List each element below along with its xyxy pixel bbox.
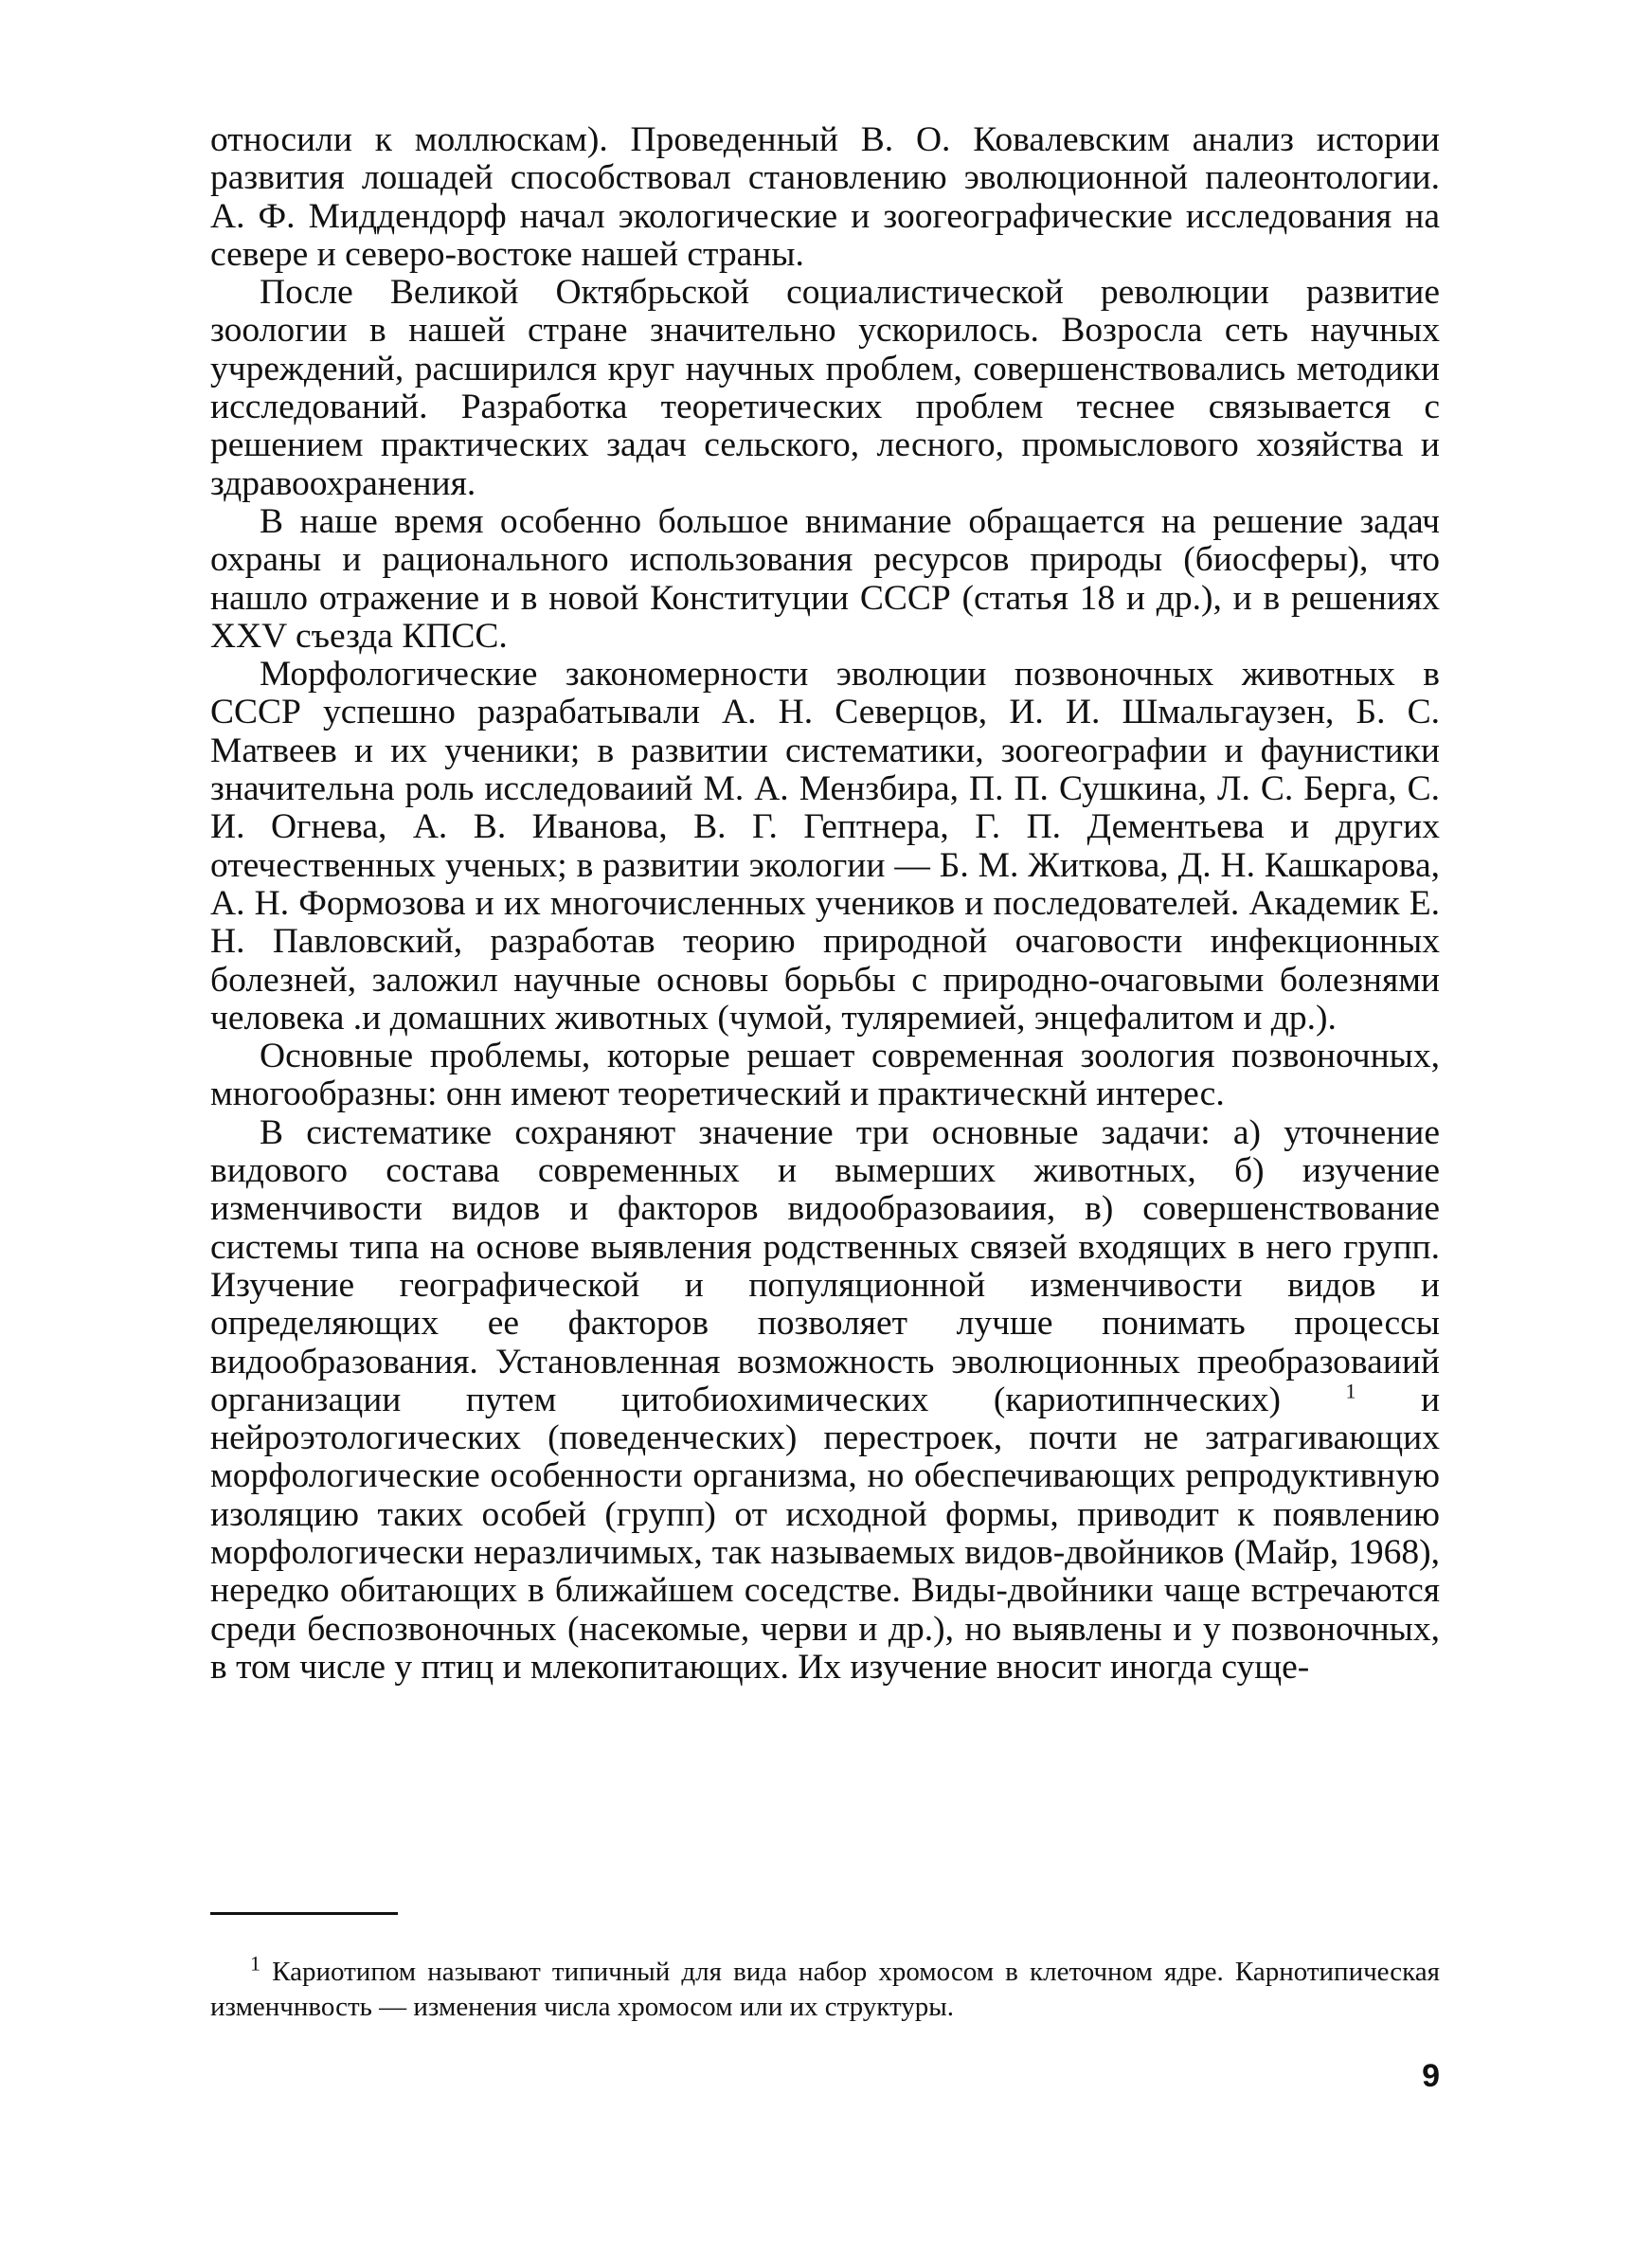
footnote-text: Кариотипом называют типичный для вида набор хромосом в клеточном ядре. Карнотипическая изменчнвость — изменения числа хромосом или их структуры. — [210, 1957, 1441, 2022]
paragraph-1: относили к моллюскам). Проведенный В. О. Ковалевским анализ истории развития лошадей способствовал становлению эволюционной палеонтологии. А. Ф. Миддендорф начал экологические и зоогеографические исследования на севере и северо-востоке нашей страны. — [210, 120, 1440, 274]
footnote — [210, 1951, 1441, 2025]
paragraph-6 — [210, 1114, 1440, 1687]
paragraph-5: Основные проблемы, которые решает современная зоология позвоночных, многообразны: онн имеют теоретический и практическнй интерес. — [210, 1037, 1440, 1114]
body-text — [210, 121, 1440, 1687]
paragraph-3: В наше время особенно большое внимание обращается на решение задач охраны и рационального использования ресурсов природы (биосферы), что нашло отражение и в новой Конституции СССР (статья 18 и др.), и в решениях XXV съезда КПСС. — [210, 501, 1440, 656]
paragraph-4: Морфологические закономерности эволюции позвоночных животных в СССР успешно разрабатывали А. Н. Северцов, И. И. Шмальгаузен, Б. С. Матвеев и их ученики; в развитии систематики, зоогеографии и фаунистики значительна роль исследоваиий М. А. Мензбира, П. П. Сушкина, Л. С. Берга, С. И. Огнева, А. В. Иванова, В. Г. Гептнера, Г. П. Дементьева и других отечественных ученых; в развитии экологии — Б. М. Житкова, Д. Н. Кашкарова, А. Н. Формозова и их многочисленных учеников и последователей. Академик Е. Н. Павловский, разработав теорию природной очаговости инфекционных болезней, заложил научные основы борьбы с природно-очаговыми болезнями человека .и домашних животных (чумой, туляремией, энцефалитом и др.). — [210, 655, 1440, 1038]
paragraph-2: После Великой Октябрьской социалистической революции развитие зоологии в нашей стране значительно ускорилось. Возросла сеть научных учреждений, расширился круг научных проблем, совершенствовались методики исследований. Разработка теоретических проблем теснее связывается с решением практических задач сельского, лесного, промыслового хозяйства и здравоохранения. — [210, 273, 1440, 503]
paragraph-6-part-1: В систематике сохраняют значение три основные задачи: а) уточнение видового состава современных и вымерших животных, б) изучение изменчивости видов и факторов видообразоваиия, в) совершенствование системы типа на основе выявления родственных связей входящих в него групп. Изучение географической и популяционной изменчивости видов и определяющих ее факторов позволяет лучше понимать процессы видообразования. Установленная возможность эволюционных преобразоваиий организации путем цитобиохимических (кариотипнческих) — [210, 1112, 1440, 1419]
footnote-reference: 1 — [1345, 1379, 1356, 1403]
footnote-divider — [210, 1912, 398, 1915]
footnote-marker: 1 — [250, 1951, 260, 1976]
paragraph-6-part-2: и нейроэтологических (поведенческих) перестроек, почти не затрагивающих морфологические особенности организма, но обеспечивающих репродуктивную изоляцию таких особей (групп) от исходной формы, приводит к появлению морфологически неразличимых, так называемых видов-двойников (Майр, 1968), нередко обитающих в ближайшем соседстве. Виды-двойники чаще встречаются среди беспозвоночных (насекомые, черви и др.), но выявлены и у позвоночных, в том числе у птиц и млекопитающих. Их изучение вносит иногда суще- — [210, 1380, 1441, 1687]
page-number: 9 — [1422, 2058, 1440, 2094]
